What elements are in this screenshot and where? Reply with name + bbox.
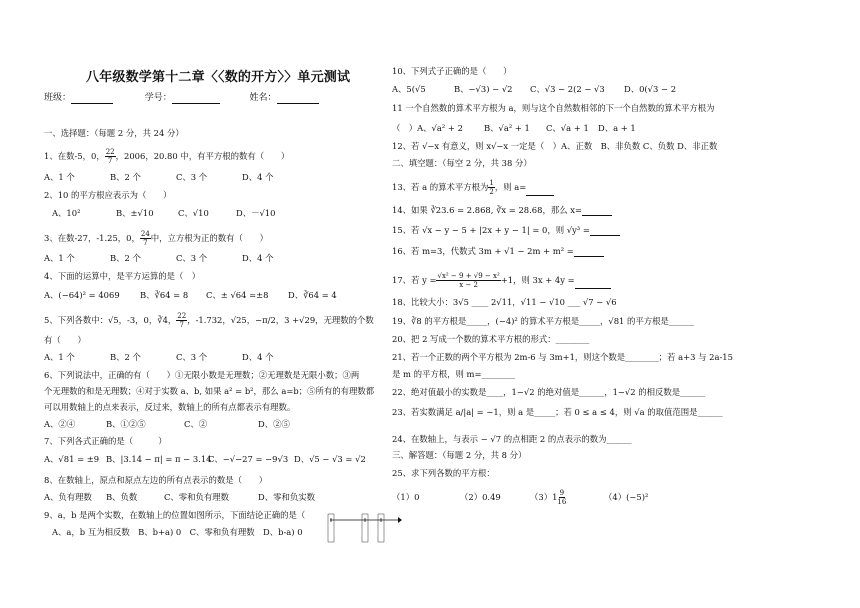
q3-rest: 中，立方根为正的数有（ ） [150, 233, 269, 243]
number-line-arrow [398, 517, 402, 523]
section-fill-heading: 二、填空题：（每空 2 分，共 38 分） [392, 158, 532, 168]
q17-frac-num: √x² − 9 + √9 − x² [437, 272, 500, 280]
student-info-row [44, 93, 319, 104]
q25-frac-num: 9 [559, 489, 565, 497]
q25-item-3: （3）1 [530, 492, 558, 502]
q4-option-a[interactable]: A、(−64)² = 4069 [44, 290, 120, 300]
q3-option-b[interactable]: B、2 个 [110, 253, 141, 263]
class-blank[interactable] [71, 94, 113, 104]
q13-text: 13、若 a 的算术平方根为 [392, 182, 489, 192]
question-6-line-1: 6、下列说法中，正确的有（ ）①无限小数是无理数；②无理数是无限小数；③两 [44, 370, 360, 380]
q1-fraction [105, 148, 116, 165]
q16-text: 16、若 m=3，代数式 3m + √1 − 2m + m² = [392, 246, 574, 256]
q17-text: 17、若 y = [392, 275, 437, 285]
question-16 [392, 246, 604, 257]
q14-answer-blank[interactable] [582, 206, 612, 216]
q11-option-b[interactable]: B、√a² + 1 [484, 123, 530, 133]
question-22: 22、绝对值最小的实数是____，1−√2 的绝对值是______，1−√2 的相反数是______ [392, 387, 706, 397]
q4-option-b[interactable]: B、∛64 = 8 [140, 290, 189, 300]
q5-option-c[interactable]: C、3 个 [176, 352, 208, 362]
class-label: 班级： [44, 93, 72, 103]
q5-options [44, 352, 273, 363]
q17-rest: +1，则 3x + 4y = [500, 275, 575, 285]
q25-item-2: （2）0.49 [460, 492, 501, 502]
q1-option-b[interactable]: B、2 个 [110, 172, 141, 182]
q15-answer-blank[interactable] [590, 226, 620, 236]
q10-option-b[interactable]: B、−√3) − √2 [454, 84, 513, 94]
q5-continuation: 有（ ） [44, 335, 86, 345]
q5-option-b[interactable]: B、2 个 [110, 352, 141, 362]
q5-frac-den: 7 [179, 321, 184, 329]
q7-option-c[interactable]: C、−√−27 = −9√3 [208, 454, 289, 464]
q25-item-1: （1）0 [392, 492, 420, 502]
q8-option-a[interactable]: A、负有理数 [44, 492, 92, 502]
q8-option-b[interactable]: B、负数 [106, 492, 138, 502]
question-10: 10、下列式子正确的是（ ） [392, 66, 512, 76]
q2-option-c[interactable]: C、√10 [178, 208, 209, 218]
page-title: 八年级数学第十二章〈〈数的开方〉〉单元测试 [86, 70, 351, 85]
q6-option-a[interactable]: A、②④ [44, 419, 76, 429]
q5-text: 5、下列各数中：√5，-3，0，∛4， [44, 315, 177, 325]
name-label: 姓名： [249, 93, 277, 103]
q9-options[interactable]: A、a，b 互为相反数 B、b+a) 0 C、零和负有理数 D、b-a) 0 [52, 527, 303, 537]
q6-option-d[interactable]: D、②⑤ [258, 419, 290, 429]
question-4: 4、下面的运算中，是平方运算的是（ ） [44, 271, 201, 281]
q13-frac-den: 2 [489, 188, 494, 196]
q2-option-d[interactable]: D、－√10 [236, 208, 276, 218]
q13-frac-num: 1 [489, 179, 494, 187]
q25-items [392, 489, 648, 506]
q2-option-a[interactable]: A、10² [52, 208, 81, 218]
q1-option-c[interactable]: C、3 个 [176, 172, 208, 182]
q1-options [44, 172, 273, 183]
q6-option-b[interactable]: B、①②⑤ [106, 419, 146, 429]
q13-rest: ，则 a= [494, 182, 527, 192]
question-20: 20、把 2 写成一个数的算术平方根的形式：________ [392, 334, 590, 344]
q5-frac-num: 22 [177, 312, 187, 320]
q1-option-a[interactable]: A、1 个 [44, 172, 75, 182]
question-11: 11 一个自然数的算术平方根为 a，则与这个自然数相邻的下一个自然数的算术平方根为 [392, 103, 715, 113]
number-line-figure [326, 506, 402, 546]
question-3 [44, 230, 268, 247]
question-2: 2、10 的平方根应表示为（ ） [44, 190, 172, 200]
question-8: 8、在数轴上，原点和原点左边的所有点表示的数是（ ） [44, 475, 268, 485]
q10-option-c[interactable]: C、√3 − 2(2 − √3 [530, 84, 605, 94]
question-7: 7、下列各式正确的是（ ） [44, 436, 167, 446]
q14-text: 14、如果 ∛23.6 = 2.868, ∛x = 28.68，那么 x= [392, 205, 582, 215]
q4-option-d[interactable]: D、∛64 = 4 [288, 290, 337, 300]
q3-fraction [140, 230, 151, 247]
question-6-line-2: 个无理数的和是无理数；④对于实数 a、b, 如果 a² = b²，那么 a=b；⑤所有的有理数都 [44, 386, 375, 396]
question-14 [392, 205, 612, 216]
q6-options [44, 419, 290, 430]
section-answer-heading: 三、解答题：（每题 2 分，共 8 分） [392, 450, 527, 460]
q3-options [44, 253, 273, 264]
q1-option-d[interactable]: D、4 个 [242, 172, 274, 182]
q7-options [44, 454, 366, 465]
q10-option-a[interactable]: A、5(√5 [392, 84, 426, 94]
q17-fraction [436, 272, 500, 289]
question-18: 18、比较大小：3√5 ____ 2√11，√11 − √10 ___ √7 − √6 [392, 297, 617, 307]
q10-options [392, 84, 676, 95]
q5-fraction [176, 312, 187, 329]
q3-frac-den: 7 [143, 239, 148, 247]
q1-frac-num: 22 [105, 148, 115, 156]
q8-option-d[interactable]: D、零和负实数 [258, 492, 315, 502]
q8-option-c[interactable]: C、零和负有理数 [164, 492, 230, 502]
q5-option-d[interactable]: D、4 个 [242, 352, 274, 362]
id-blank[interactable] [172, 94, 220, 104]
q15-text: 15、若 √x − y − 5 + |2x + y − 1| = 0，则 √y³ = [392, 225, 590, 235]
question-6-line-3: 可以用数轴上的点来表示，反过来，数轴上的所有点都表示有理数。 [44, 402, 296, 412]
question-19: 19、∛8 的平方根是_____，(−4)² 的算术平方根是_____，√81 的平方根是______ [392, 316, 695, 326]
question-9: 9、a，b 是两个实数，在数轴上的位置如图所示，下面结论正确的是（ [44, 510, 306, 520]
q8-options [44, 492, 315, 503]
question-25: 25、求下列各数的平方根： [392, 468, 495, 478]
q6-option-c[interactable]: C、② [184, 419, 208, 429]
q7-option-b[interactable]: B、|3.14 − π| = π − 3.14 [106, 454, 212, 464]
q4-option-c[interactable]: C、± √64 =±8 [206, 290, 269, 300]
question-15 [392, 225, 620, 236]
question-1 [44, 148, 289, 165]
question-21-line-2: 是 m 的平方根，则 m=________ [392, 369, 516, 379]
q11-option-c[interactable]: C、√a + 1 [546, 123, 589, 133]
q4-options [44, 290, 337, 301]
q3-option-a[interactable]: A、1 个 [44, 253, 75, 263]
question-17 [392, 272, 611, 289]
q3-option-c[interactable]: C、3 个 [176, 253, 208, 263]
q25-item-4: （4）(−5)² [604, 492, 649, 502]
q5-rest: ，-1.732，√25，−π/2，3 +√29，无理数的个数 [187, 315, 374, 325]
q7-option-d[interactable]: D、√5 − √3 = √2 [294, 454, 366, 464]
q3-frac-num: 24 [140, 230, 150, 238]
section-choice-heading: 一、选择题：（每题 2 分，共 24 分） [44, 128, 184, 138]
name-blank[interactable] [277, 94, 319, 104]
q2-options [52, 208, 275, 219]
question-21-line-1: 21、若一个正数的两个平方根为 2m-6 与 3m+1，则这个数是________；若 a+3 与 2a-15 [392, 352, 733, 362]
q5-option-a[interactable]: A、1 个 [44, 352, 75, 362]
q11-option-d[interactable]: D、a + 1 [598, 123, 636, 133]
q17-answer-blank[interactable] [575, 279, 611, 289]
q13-answer-blank[interactable] [526, 186, 554, 196]
q1-rest: ，2006，20.80 中，有平方根的数有（ ） [115, 151, 290, 161]
q11-option-a[interactable]: （ ）A、√a² + 2 [392, 123, 463, 133]
q16-answer-blank[interactable] [574, 247, 604, 257]
q11-options [392, 123, 636, 134]
question-24: 24、在数轴上，与表示 − √7 的点相距 2 的点表示的数为______ [392, 434, 632, 444]
q17-frac-den: x − 2 [459, 281, 478, 289]
q3-text: 3、在数-27，-1.25，0， [44, 233, 140, 243]
q1-frac-den: 7 [107, 157, 113, 165]
q3-option-d[interactable]: D、4 个 [242, 253, 274, 263]
q10-option-d[interactable]: D、0(√3 − 2 [624, 84, 677, 94]
q25-frac-den: 16 [557, 498, 567, 506]
question-23: 23、若实数满足 a/|a| = −1，则 a 是_____；若 0 ≤ a ≤ 4，则 √a 的取值范围是______ [392, 407, 723, 417]
question-13 [392, 179, 554, 196]
question-12: 12、若 √−x 有意义，则 x√−x 一定是（ ）A、正数 B、非负数 C、负数 D、非正数 [392, 141, 718, 151]
id-label: 学号： [144, 93, 172, 103]
q7-option-a[interactable]: A、√81 = ±9 [44, 454, 100, 464]
question-5 [44, 312, 374, 329]
q2-option-b[interactable]: B、±√10 [116, 208, 154, 218]
q1-text: 1、在数-5，0， [44, 151, 105, 161]
q25-fraction [557, 489, 566, 506]
